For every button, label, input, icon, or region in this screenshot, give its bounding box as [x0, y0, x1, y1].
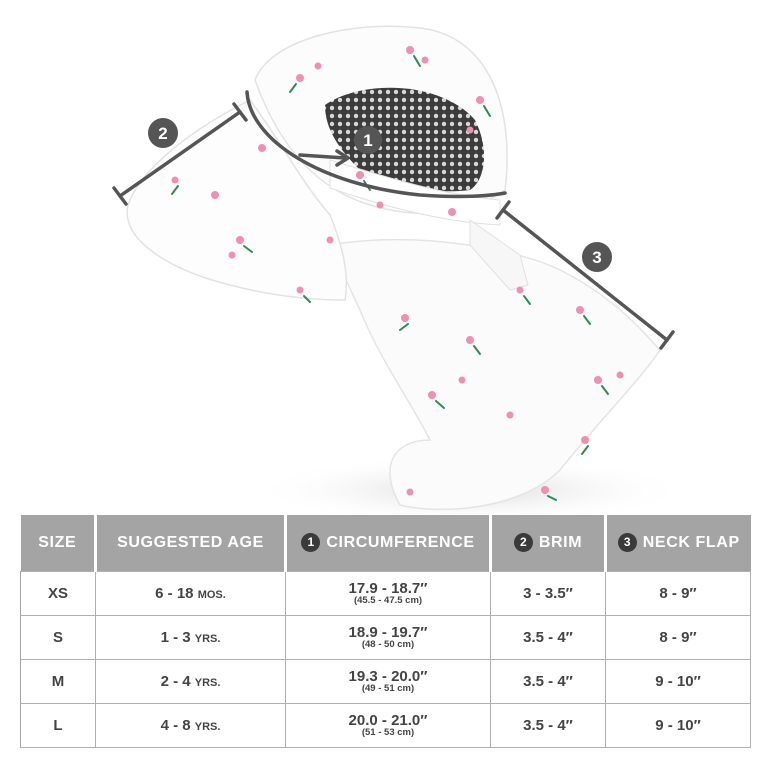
cell-age: 2 - 4 YRS.: [96, 659, 286, 703]
cell-age: 6 - 18 MOS.: [96, 571, 286, 615]
cell-brim: 3.5 - 4″: [491, 703, 606, 747]
cell-size: L: [21, 703, 96, 747]
cell-neck-flap: 9 - 10″: [606, 659, 751, 703]
cell-age: 1 - 3 YRS.: [96, 615, 286, 659]
callout-badge-2: [148, 118, 178, 148]
cell-circumference: 20.0 - 21.0″ (51 - 53 cm): [286, 703, 491, 747]
table-row: [21, 703, 751, 747]
cell-size: XS: [21, 571, 96, 615]
badge-1-icon: 1: [301, 533, 320, 552]
header-circumference-label: CIRCUMFERENCE: [326, 534, 475, 552]
table-row: [21, 571, 751, 615]
header-suggested-age: SUGGESTED AGE: [96, 515, 286, 571]
svg-text:2: 2: [158, 124, 168, 143]
cell-circumference: 19.3 - 20.0″ (49 - 51 cm): [286, 659, 491, 703]
table-row: [21, 659, 751, 703]
cell-neck-flap: 9 - 10″: [606, 703, 751, 747]
table-row: [21, 615, 751, 659]
cell-brim: 3 - 3.5″: [491, 571, 606, 615]
svg-text:3: 3: [592, 248, 602, 267]
header-brim-label: BRIM: [538, 534, 583, 552]
callout-badge-3: [582, 242, 612, 272]
badge-2-icon: 2: [514, 533, 533, 552]
callout-badge-1: [354, 126, 382, 154]
cell-age: 4 - 8 YRS.: [96, 703, 286, 747]
cell-neck-flap: 8 - 9″: [606, 571, 751, 615]
cell-size: S: [21, 615, 96, 659]
header-neck-flap-label: NECK FLAP: [642, 534, 740, 552]
svg-text:1: 1: [363, 131, 373, 150]
cell-brim: 3.5 - 4″: [491, 659, 606, 703]
badge-3-icon: 3: [618, 533, 637, 552]
table-header-row: [21, 515, 751, 571]
header-circumference: [286, 515, 491, 571]
cell-size: M: [21, 659, 96, 703]
size-chart-table: [20, 515, 751, 748]
header-brim: [491, 515, 606, 571]
cell-circumference: 18.9 - 19.7″ (48 - 50 cm): [286, 615, 491, 659]
cell-brim: 3.5 - 4″: [491, 615, 606, 659]
cell-neck-flap: 8 - 9″: [606, 615, 751, 659]
header-size: SIZE: [21, 515, 96, 571]
header-neck-flap: [606, 515, 751, 571]
cell-circumference: 17.9 - 18.7″ (45.5 - 47.5 cm): [286, 571, 491, 615]
